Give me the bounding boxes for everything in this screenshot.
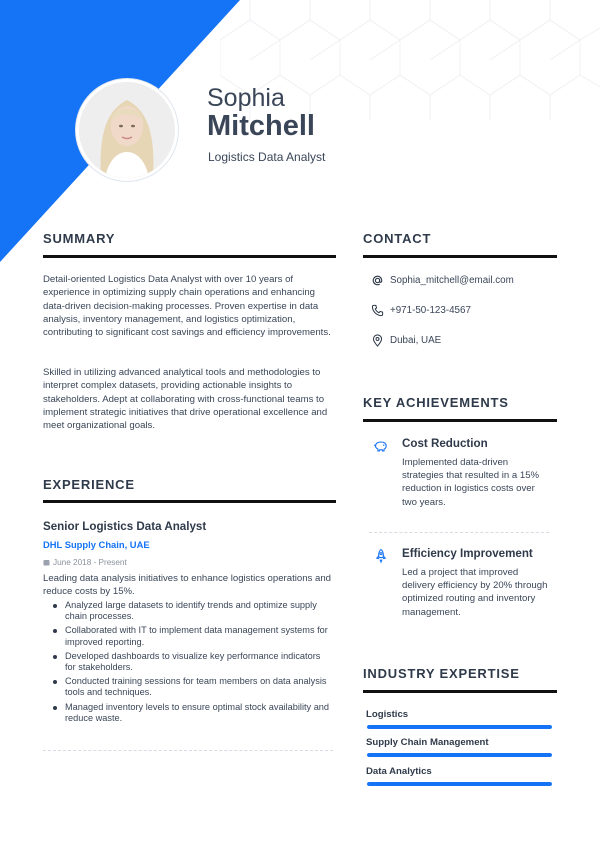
profile-photo — [76, 79, 178, 181]
achievement-title: Cost Reduction — [402, 437, 488, 450]
piggy-bank-icon — [373, 438, 389, 454]
calendar-icon — [43, 559, 50, 566]
job-title-experience: Senior Logistics Data Analyst — [43, 520, 207, 533]
list-item: Conducted training sessions for team members on data analysis tools and techniques. — [43, 676, 333, 698]
list-item: Developed dashboards to visualize key performance indicators for stakeholders. — [43, 651, 333, 673]
contact-heading: CONTACT — [363, 231, 432, 246]
contact-email-row[interactable] — [371, 274, 514, 287]
location-pin-icon — [371, 334, 384, 347]
last-name: Mitchell — [207, 110, 315, 142]
job-dates-text: June 2018 - Present — [53, 558, 127, 567]
contact-email: Sophia_mitchell@email.com — [390, 275, 514, 286]
skill-bar-fill — [367, 753, 552, 757]
skill-bar — [367, 782, 552, 786]
phone-icon — [371, 304, 384, 317]
achievements-rule — [363, 419, 557, 422]
achievement-text: Implemented data-driven strategies that resulted in a 15% reduction in logistics costs over two years. — [402, 457, 540, 508]
summary-paragraph-1: Detail-oriented Logistics Data Analyst with over 10 years of experience in optimizing supply chain operations and enhancing data-driven decision-making processes. Proven expertise in data analysis, inventory management, and logistics optimization, contributing to significant cost savings and efficiency improvements. — [43, 274, 331, 339]
job-company: DHL Supply Chain, UAE — [43, 539, 150, 550]
job-bullets — [43, 600, 333, 727]
contact-phone: +971-50-123-4567 — [390, 305, 471, 316]
skill-bar-fill — [367, 725, 552, 729]
expertise-rule — [363, 690, 557, 693]
contact-rule — [363, 255, 557, 258]
at-sign-icon — [371, 274, 384, 287]
skill-label: Logistics — [366, 709, 409, 720]
skill-bar — [367, 753, 552, 757]
summary-heading: SUMMARY — [43, 231, 116, 246]
contact-phone-row[interactable] — [371, 304, 471, 317]
list-item: Analyzed large datasets to identify trends and optimize supply chain processes. — [43, 600, 333, 622]
job-title: Logistics Data Analyst — [208, 150, 326, 164]
achievements-heading: KEY ACHIEVEMENTS — [363, 395, 509, 410]
skill-bar — [367, 725, 552, 729]
summary-rule — [43, 255, 336, 258]
expertise-heading: INDUSTRY EXPERTISE — [363, 666, 520, 681]
list-item: Collaborated with IT to implement data management systems for improved reporting. — [43, 625, 333, 647]
job-dates — [43, 558, 336, 567]
skill-label: Supply Chain Management — [366, 737, 489, 748]
achievement-text: Led a project that improved delivery efficiency by 20% through optimized routing and inventory management. — [402, 567, 548, 618]
experience-divider — [43, 750, 333, 751]
experience-heading: EXPERIENCE — [43, 477, 135, 492]
job-description: Leading data analysis initiatives to enhance logistics operations and reduce costs by 15%. — [43, 573, 331, 597]
contact-location-row — [371, 334, 441, 347]
achievement-title: Efficiency Improvement — [402, 547, 533, 560]
summary-paragraph-2: Skilled in utilizing advanced analytical tools and methodologies to interpret complex datasets, providing actionable insights to stakeholders. Adept at collaborating with cross-functional teams to implement strategic initiatives that drive operational excellence and meet organizational goals. — [43, 367, 328, 432]
first-name: Sophia — [207, 84, 285, 112]
rocket-icon — [373, 548, 389, 564]
skill-label: Data Analytics — [366, 766, 432, 777]
skill-bar-fill — [367, 782, 552, 786]
achievement-divider — [369, 532, 549, 533]
contact-location: Dubai, UAE — [390, 335, 442, 346]
list-item: Managed inventory levels to ensure optimal stock availability and reduce waste. — [43, 702, 333, 724]
experience-rule — [43, 500, 336, 503]
